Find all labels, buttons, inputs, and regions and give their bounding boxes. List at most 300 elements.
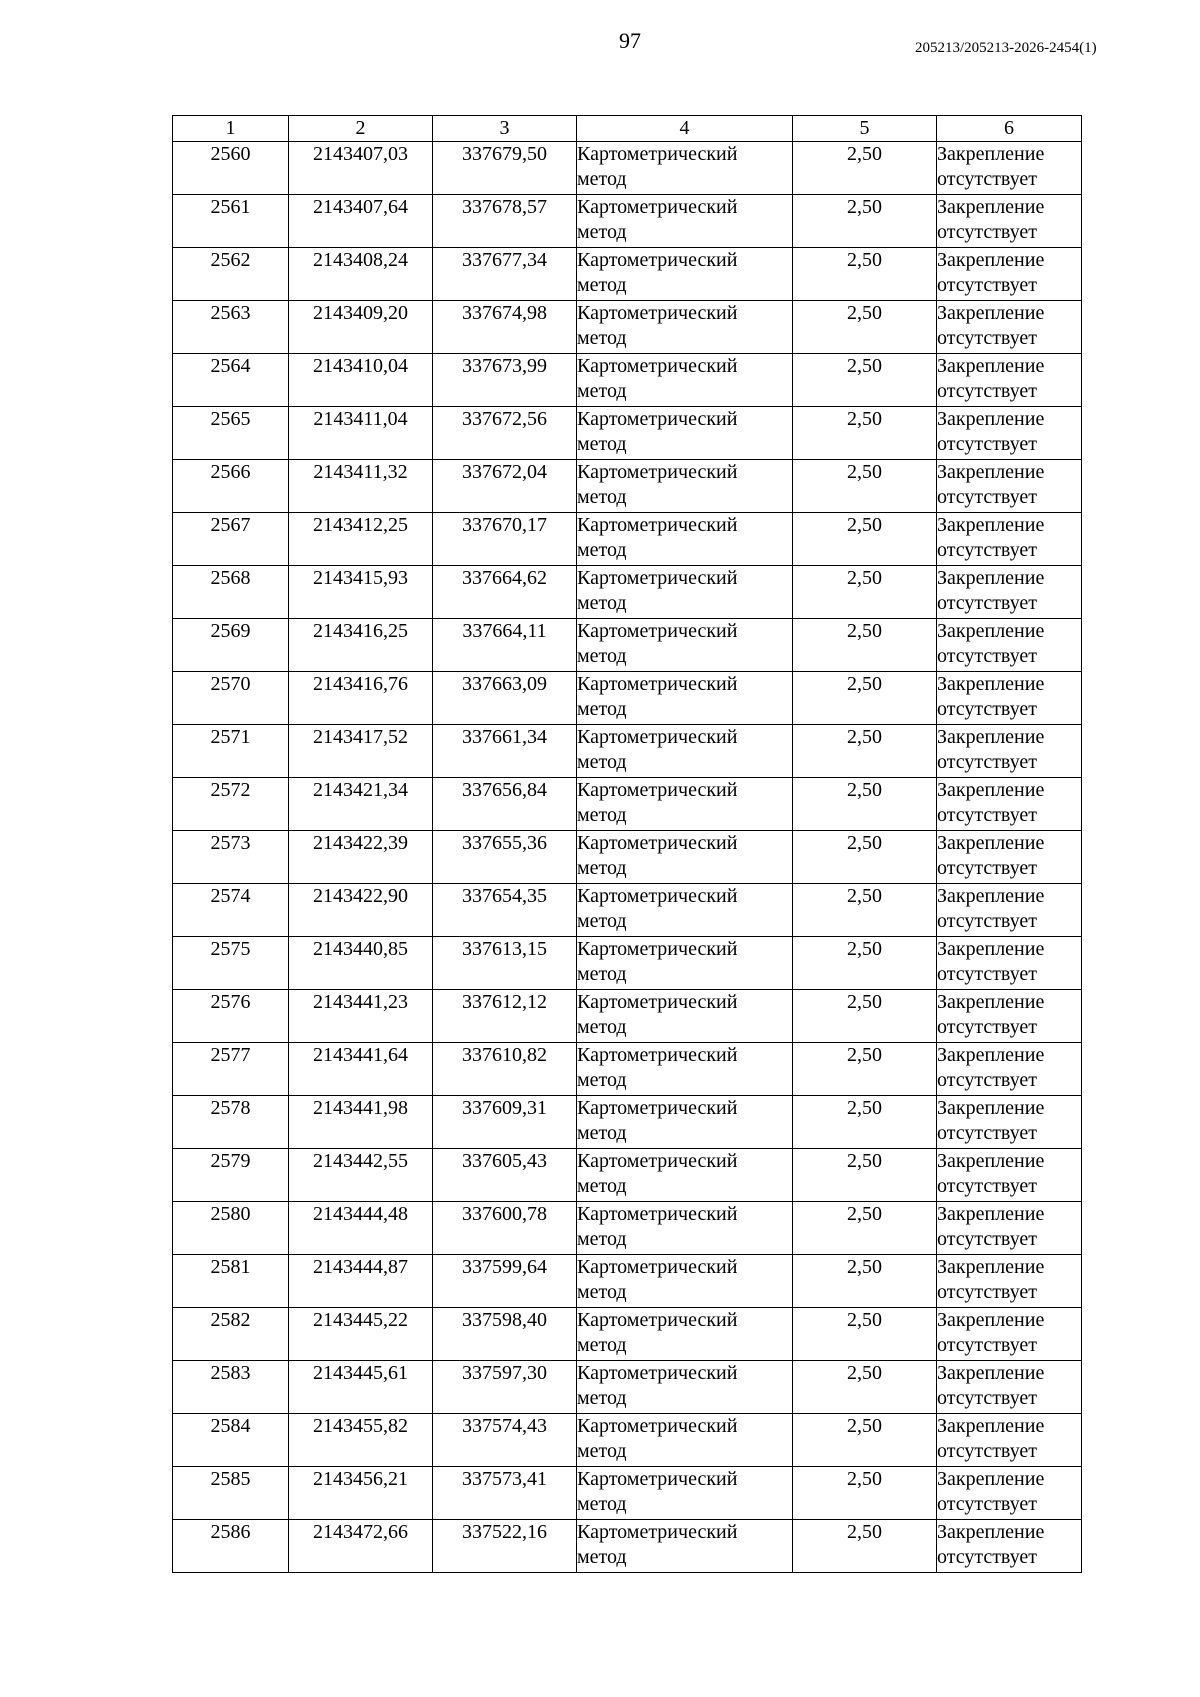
fixation-text: Закрепление bbox=[937, 1256, 1045, 1278]
x-coordinate-cell bbox=[289, 1096, 433, 1149]
y-coordinate-text: 337672,04 bbox=[462, 461, 547, 483]
fixation-cell bbox=[937, 1467, 1082, 1520]
method-text: метод bbox=[577, 1281, 627, 1303]
precision-cell bbox=[793, 831, 937, 884]
table-row bbox=[173, 566, 1082, 619]
x-coordinate-cell bbox=[289, 884, 433, 937]
x-coordinate-cell bbox=[289, 460, 433, 513]
precision-cell bbox=[793, 937, 937, 990]
point-number-cell bbox=[173, 884, 289, 937]
fixation-text: отсутствует bbox=[937, 963, 1038, 985]
method-text: Картометрический bbox=[577, 885, 738, 907]
method-text: Картометрический bbox=[577, 196, 738, 218]
fixation-text: отсутствует bbox=[937, 910, 1038, 932]
method-cell bbox=[577, 831, 793, 884]
x-coordinate-cell bbox=[289, 1043, 433, 1096]
method-text: метод bbox=[577, 910, 627, 932]
method-text: метод bbox=[577, 963, 627, 985]
precision-text: 2,50 bbox=[847, 1097, 882, 1119]
fixation-text: Закрепление bbox=[937, 461, 1045, 483]
point-number-text: 2578 bbox=[210, 1097, 251, 1119]
method-text: Картометрический bbox=[577, 143, 738, 165]
fixation-text: Закрепление bbox=[937, 143, 1045, 165]
point-number-cell bbox=[173, 1043, 289, 1096]
y-coordinate-cell bbox=[433, 1520, 577, 1573]
table-row bbox=[173, 672, 1082, 725]
x-coordinate-cell bbox=[289, 407, 433, 460]
column-header: 6 bbox=[937, 116, 1082, 142]
fixation-text: отсутствует bbox=[937, 645, 1038, 667]
method-text: метод bbox=[577, 380, 627, 402]
precision-cell bbox=[793, 1255, 937, 1308]
table-row bbox=[173, 248, 1082, 301]
point-number-cell bbox=[173, 460, 289, 513]
x-coordinate-text: 2143422,39 bbox=[313, 832, 408, 854]
method-cell bbox=[577, 884, 793, 937]
table-row bbox=[173, 778, 1082, 831]
y-coordinate-cell bbox=[433, 142, 577, 195]
column-header: 3 bbox=[433, 116, 577, 142]
point-number-text: 2569 bbox=[210, 620, 251, 642]
y-coordinate-cell bbox=[433, 672, 577, 725]
point-number-cell bbox=[173, 566, 289, 619]
method-text: метод bbox=[577, 539, 627, 561]
point-number-text: 2581 bbox=[210, 1256, 251, 1278]
fixation-text: отсутствует bbox=[937, 1016, 1038, 1038]
method-text: Картометрический bbox=[577, 1309, 738, 1331]
y-coordinate-text: 337672,56 bbox=[462, 408, 547, 430]
fixation-text: отсутствует bbox=[937, 1493, 1038, 1515]
table-row bbox=[173, 1202, 1082, 1255]
fixation-text: Закрепление bbox=[937, 1362, 1045, 1384]
fixation-text: Закрепление bbox=[937, 938, 1045, 960]
fixation-text: отсутствует bbox=[937, 221, 1038, 243]
table-row bbox=[173, 1255, 1082, 1308]
fixation-text: Закрепление bbox=[937, 991, 1045, 1013]
fixation-cell bbox=[937, 1414, 1082, 1467]
fixation-cell bbox=[937, 513, 1082, 566]
x-coordinate-cell bbox=[289, 1202, 433, 1255]
point-number-text: 2582 bbox=[210, 1309, 251, 1331]
y-coordinate-text: 337598,40 bbox=[462, 1309, 547, 1331]
x-coordinate-cell bbox=[289, 1520, 433, 1573]
point-number-cell bbox=[173, 1361, 289, 1414]
y-coordinate-cell bbox=[433, 990, 577, 1043]
x-coordinate-cell bbox=[289, 672, 433, 725]
y-coordinate-cell bbox=[433, 513, 577, 566]
y-coordinate-cell bbox=[433, 1255, 577, 1308]
method-text: Картометрический bbox=[577, 567, 738, 589]
fixation-cell bbox=[937, 248, 1082, 301]
precision-cell bbox=[793, 884, 937, 937]
y-coordinate-text: 337609,31 bbox=[462, 1097, 547, 1119]
fixation-cell bbox=[937, 619, 1082, 672]
point-number-cell bbox=[173, 990, 289, 1043]
precision-cell bbox=[793, 195, 937, 248]
x-coordinate-text: 2143456,21 bbox=[313, 1468, 408, 1490]
point-number-text: 2563 bbox=[210, 302, 251, 324]
table-row bbox=[173, 1043, 1082, 1096]
point-number-text: 2565 bbox=[210, 408, 251, 430]
table-row bbox=[173, 1361, 1082, 1414]
method-text: Картометрический bbox=[577, 1415, 738, 1437]
point-number-cell bbox=[173, 1149, 289, 1202]
method-text: метод bbox=[577, 1016, 627, 1038]
fixation-cell bbox=[937, 672, 1082, 725]
method-cell bbox=[577, 725, 793, 778]
point-number-text: 2580 bbox=[210, 1203, 251, 1225]
method-text: Картометрический bbox=[577, 461, 738, 483]
column-header: 1 bbox=[173, 116, 289, 142]
point-number-cell bbox=[173, 619, 289, 672]
y-coordinate-cell bbox=[433, 195, 577, 248]
precision-cell bbox=[793, 778, 937, 831]
x-coordinate-cell bbox=[289, 142, 433, 195]
precision-cell bbox=[793, 1361, 937, 1414]
document-code: 205213/205213-2026-2454(1) bbox=[915, 40, 1097, 56]
x-coordinate-text: 2143445,22 bbox=[313, 1309, 408, 1331]
method-text: метод bbox=[577, 1546, 627, 1568]
fixation-cell bbox=[937, 778, 1082, 831]
point-number-text: 2568 bbox=[210, 567, 251, 589]
point-number-text: 2570 bbox=[210, 673, 251, 695]
precision-cell bbox=[793, 460, 937, 513]
y-coordinate-text: 337673,99 bbox=[462, 355, 547, 377]
x-coordinate-text: 2143417,52 bbox=[313, 726, 408, 748]
precision-text: 2,50 bbox=[847, 832, 882, 854]
precision-cell bbox=[793, 1149, 937, 1202]
method-cell bbox=[577, 354, 793, 407]
y-coordinate-text: 337597,30 bbox=[462, 1362, 547, 1384]
fixation-text: Закрепление bbox=[937, 1044, 1045, 1066]
precision-cell bbox=[793, 1308, 937, 1361]
fixation-cell bbox=[937, 1096, 1082, 1149]
column-header: 5 bbox=[793, 116, 937, 142]
precision-text: 2,50 bbox=[847, 991, 882, 1013]
method-text: Картометрический bbox=[577, 355, 738, 377]
method-cell bbox=[577, 619, 793, 672]
y-coordinate-text: 337612,12 bbox=[462, 991, 547, 1013]
fixation-text: Закрепление bbox=[937, 1203, 1045, 1225]
fixation-text: Закрепление bbox=[937, 302, 1045, 324]
precision-cell bbox=[793, 248, 937, 301]
fixation-cell bbox=[937, 1043, 1082, 1096]
fixation-text: Закрепление bbox=[937, 1150, 1045, 1172]
precision-text: 2,50 bbox=[847, 1044, 882, 1066]
fixation-cell bbox=[937, 937, 1082, 990]
point-number-cell bbox=[173, 1255, 289, 1308]
precision-cell bbox=[793, 725, 937, 778]
point-number-cell bbox=[173, 1202, 289, 1255]
method-cell bbox=[577, 142, 793, 195]
fixation-text: Закрепление bbox=[937, 673, 1045, 695]
method-cell bbox=[577, 937, 793, 990]
y-coordinate-cell bbox=[433, 1414, 577, 1467]
precision-text: 2,50 bbox=[847, 1415, 882, 1437]
point-number-text: 2567 bbox=[210, 514, 251, 536]
method-text: метод bbox=[577, 1122, 627, 1144]
fixation-cell bbox=[937, 990, 1082, 1043]
method-cell bbox=[577, 513, 793, 566]
method-text: метод bbox=[577, 1493, 627, 1515]
method-text: метод bbox=[577, 804, 627, 826]
fixation-text: Закрепление bbox=[937, 885, 1045, 907]
method-text: метод bbox=[577, 698, 627, 720]
method-text: Картометрический bbox=[577, 1521, 738, 1543]
x-coordinate-text: 2143442,55 bbox=[313, 1150, 408, 1172]
method-text: метод bbox=[577, 1334, 627, 1356]
table-row bbox=[173, 142, 1082, 195]
y-coordinate-text: 337600,78 bbox=[462, 1203, 547, 1225]
fixation-cell bbox=[937, 1520, 1082, 1573]
x-coordinate-cell bbox=[289, 1414, 433, 1467]
fixation-text: отсутствует bbox=[937, 433, 1038, 455]
y-coordinate-text: 337674,98 bbox=[462, 302, 547, 324]
table-row bbox=[173, 990, 1082, 1043]
x-coordinate-text: 2143444,87 bbox=[313, 1256, 408, 1278]
x-coordinate-cell bbox=[289, 990, 433, 1043]
method-text: Картометрический bbox=[577, 673, 738, 695]
fixation-cell bbox=[937, 725, 1082, 778]
method-text: метод bbox=[577, 274, 627, 296]
fixation-text: Закрепление bbox=[937, 196, 1045, 218]
y-coordinate-cell bbox=[433, 1308, 577, 1361]
fixation-text: отсутствует bbox=[937, 698, 1038, 720]
table-row bbox=[173, 301, 1082, 354]
fixation-text: отсутствует bbox=[937, 1069, 1038, 1091]
precision-text: 2,50 bbox=[847, 302, 882, 324]
fixation-text: отсутствует bbox=[937, 857, 1038, 879]
fixation-text: отсутствует bbox=[937, 1228, 1038, 1250]
table-row bbox=[173, 1467, 1082, 1520]
fixation-text: отсутствует bbox=[937, 1175, 1038, 1197]
method-text: Картометрический bbox=[577, 249, 738, 271]
x-coordinate-text: 2143412,25 bbox=[313, 514, 408, 536]
point-number-cell bbox=[173, 354, 289, 407]
x-coordinate-text: 2143411,32 bbox=[313, 461, 408, 483]
x-coordinate-cell bbox=[289, 248, 433, 301]
method-text: метод bbox=[577, 645, 627, 667]
x-coordinate-text: 2143422,90 bbox=[313, 885, 408, 907]
method-text: метод bbox=[577, 751, 627, 773]
method-cell bbox=[577, 990, 793, 1043]
method-cell bbox=[577, 301, 793, 354]
precision-cell bbox=[793, 619, 937, 672]
y-coordinate-cell bbox=[433, 248, 577, 301]
x-coordinate-text: 2143416,76 bbox=[313, 673, 408, 695]
precision-cell bbox=[793, 1043, 937, 1096]
method-text: метод bbox=[577, 1440, 627, 1462]
precision-cell bbox=[793, 1467, 937, 1520]
fixation-text: отсутствует bbox=[937, 327, 1038, 349]
method-text: Картометрический bbox=[577, 832, 738, 854]
table-row bbox=[173, 460, 1082, 513]
fixation-cell bbox=[937, 1308, 1082, 1361]
y-coordinate-cell bbox=[433, 460, 577, 513]
fixation-text: отсутствует bbox=[937, 274, 1038, 296]
method-text: Картометрический bbox=[577, 938, 738, 960]
precision-text: 2,50 bbox=[847, 355, 882, 377]
y-coordinate-cell bbox=[433, 1467, 577, 1520]
fixation-cell bbox=[937, 566, 1082, 619]
table-header bbox=[173, 116, 1082, 142]
point-number-cell bbox=[173, 407, 289, 460]
point-number-text: 2575 bbox=[210, 938, 251, 960]
method-text: метод bbox=[577, 486, 627, 508]
y-coordinate-text: 337670,17 bbox=[462, 514, 547, 536]
method-text: Картометрический bbox=[577, 1150, 738, 1172]
point-number-text: 2583 bbox=[210, 1362, 251, 1384]
method-text: Картометрический bbox=[577, 1044, 738, 1066]
method-cell bbox=[577, 1520, 793, 1573]
y-coordinate-text: 337574,43 bbox=[462, 1415, 547, 1437]
method-text: Картометрический bbox=[577, 726, 738, 748]
x-coordinate-cell bbox=[289, 195, 433, 248]
point-number-text: 2576 bbox=[210, 991, 251, 1013]
table-body bbox=[173, 142, 1082, 1573]
point-number-cell bbox=[173, 1308, 289, 1361]
precision-cell bbox=[793, 407, 937, 460]
precision-text: 2,50 bbox=[847, 567, 882, 589]
y-coordinate-text: 337613,15 bbox=[462, 938, 547, 960]
table-row bbox=[173, 513, 1082, 566]
fixation-text: отсутствует bbox=[937, 751, 1038, 773]
y-coordinate-cell bbox=[433, 831, 577, 884]
x-coordinate-cell bbox=[289, 725, 433, 778]
fixation-text: Закрепление bbox=[937, 408, 1045, 430]
fixation-text: отсутствует bbox=[937, 1334, 1038, 1356]
method-text: метод bbox=[577, 1069, 627, 1091]
method-text: Картометрический bbox=[577, 1203, 738, 1225]
fixation-text: отсутствует bbox=[937, 1440, 1038, 1462]
fixation-cell bbox=[937, 831, 1082, 884]
fixation-text: Закрепление bbox=[937, 514, 1045, 536]
y-coordinate-cell bbox=[433, 1096, 577, 1149]
method-text: метод bbox=[577, 1228, 627, 1250]
precision-cell bbox=[793, 513, 937, 566]
precision-text: 2,50 bbox=[847, 461, 882, 483]
y-coordinate-cell bbox=[433, 884, 577, 937]
y-coordinate-text: 337678,57 bbox=[462, 196, 547, 218]
y-coordinate-cell bbox=[433, 1202, 577, 1255]
method-cell bbox=[577, 1202, 793, 1255]
y-coordinate-cell bbox=[433, 778, 577, 831]
point-number-cell bbox=[173, 1520, 289, 1573]
coordinates-table bbox=[172, 115, 1082, 1573]
method-text: метод bbox=[577, 1175, 627, 1197]
fixation-text: Закрепление bbox=[937, 1097, 1045, 1119]
fixation-text: Закрепление bbox=[937, 832, 1045, 854]
x-coordinate-text: 2143440,85 bbox=[313, 938, 408, 960]
precision-cell bbox=[793, 354, 937, 407]
y-coordinate-cell bbox=[433, 619, 577, 672]
x-coordinate-text: 2143441,98 bbox=[313, 1097, 408, 1119]
y-coordinate-text: 337655,36 bbox=[462, 832, 547, 854]
precision-cell bbox=[793, 1520, 937, 1573]
table-row bbox=[173, 937, 1082, 990]
precision-cell bbox=[793, 672, 937, 725]
x-coordinate-text: 2143445,61 bbox=[313, 1362, 408, 1384]
precision-text: 2,50 bbox=[847, 1309, 882, 1331]
fixation-text: Закрепление bbox=[937, 249, 1045, 271]
fixation-cell bbox=[937, 1255, 1082, 1308]
x-coordinate-text: 2143472,66 bbox=[313, 1521, 408, 1543]
fixation-text: отсутствует bbox=[937, 1546, 1038, 1568]
method-text: Картометрический bbox=[577, 1256, 738, 1278]
precision-cell bbox=[793, 566, 937, 619]
precision-cell bbox=[793, 1202, 937, 1255]
fixation-text: Закрепление bbox=[937, 567, 1045, 589]
fixation-text: отсутствует bbox=[937, 380, 1038, 402]
method-cell bbox=[577, 778, 793, 831]
method-text: Картометрический bbox=[577, 1468, 738, 1490]
precision-text: 2,50 bbox=[847, 885, 882, 907]
method-cell bbox=[577, 1096, 793, 1149]
x-coordinate-cell bbox=[289, 566, 433, 619]
y-coordinate-cell bbox=[433, 937, 577, 990]
precision-text: 2,50 bbox=[847, 779, 882, 801]
fixation-text: отсутствует bbox=[937, 592, 1038, 614]
precision-text: 2,50 bbox=[847, 1203, 882, 1225]
x-coordinate-cell bbox=[289, 1255, 433, 1308]
page-number: 97 bbox=[619, 28, 641, 53]
y-coordinate-text: 337610,82 bbox=[462, 1044, 547, 1066]
precision-cell bbox=[793, 1414, 937, 1467]
point-number-cell bbox=[173, 195, 289, 248]
fixation-text: Закрепление bbox=[937, 779, 1045, 801]
point-number-text: 2584 bbox=[210, 1415, 251, 1437]
table-row bbox=[173, 831, 1082, 884]
x-coordinate-text: 2143444,48 bbox=[313, 1203, 408, 1225]
fixation-cell bbox=[937, 460, 1082, 513]
method-cell bbox=[577, 1467, 793, 1520]
precision-cell bbox=[793, 1096, 937, 1149]
fixation-cell bbox=[937, 1202, 1082, 1255]
table-row bbox=[173, 725, 1082, 778]
x-coordinate-text: 2143441,23 bbox=[313, 991, 408, 1013]
method-cell bbox=[577, 672, 793, 725]
y-coordinate-cell bbox=[433, 725, 577, 778]
point-number-text: 2560 bbox=[210, 143, 251, 165]
point-number-cell bbox=[173, 248, 289, 301]
fixation-text: отсутствует bbox=[937, 486, 1038, 508]
x-coordinate-text: 2143409,20 bbox=[313, 302, 408, 324]
point-number-text: 2577 bbox=[210, 1044, 251, 1066]
precision-text: 2,50 bbox=[847, 726, 882, 748]
table-row bbox=[173, 1149, 1082, 1202]
x-coordinate-text: 2143455,82 bbox=[313, 1415, 408, 1437]
y-coordinate-text: 337522,16 bbox=[462, 1521, 547, 1543]
method-cell bbox=[577, 407, 793, 460]
method-text: Картометрический bbox=[577, 1362, 738, 1384]
method-text: метод bbox=[577, 327, 627, 349]
method-text: Картометрический bbox=[577, 620, 738, 642]
x-coordinate-cell bbox=[289, 354, 433, 407]
point-number-cell bbox=[173, 1096, 289, 1149]
table-row bbox=[173, 195, 1082, 248]
precision-text: 2,50 bbox=[847, 143, 882, 165]
y-coordinate-cell bbox=[433, 1361, 577, 1414]
x-coordinate-text: 2143421,34 bbox=[313, 779, 408, 801]
point-number-text: 2562 bbox=[210, 249, 251, 271]
column-header: 2 bbox=[289, 116, 433, 142]
table-row bbox=[173, 884, 1082, 937]
y-coordinate-cell bbox=[433, 1043, 577, 1096]
precision-cell bbox=[793, 142, 937, 195]
y-coordinate-text: 337573,41 bbox=[462, 1468, 547, 1490]
method-text: метод bbox=[577, 168, 627, 190]
precision-text: 2,50 bbox=[847, 938, 882, 960]
